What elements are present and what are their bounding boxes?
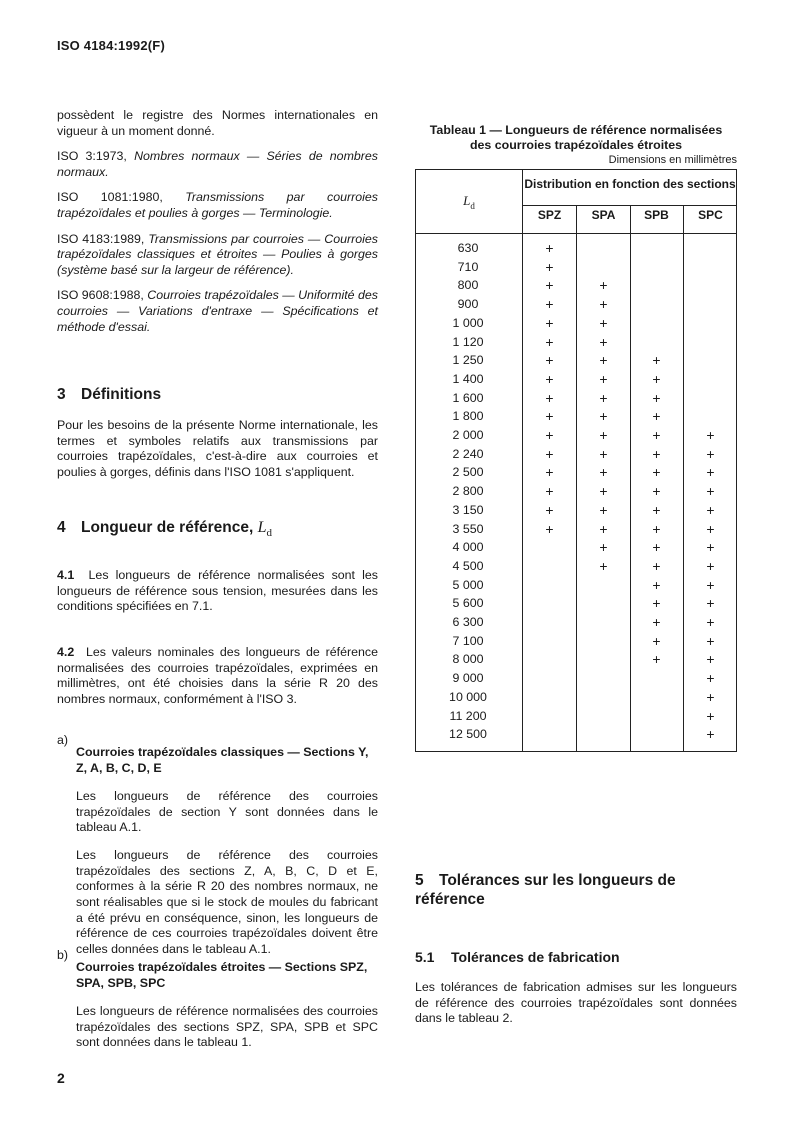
- table-row: [416, 669, 738, 688]
- clause-4-2: [57, 645, 378, 707]
- availability-mark-spc: +: [706, 614, 715, 630]
- reference-iso4183: [57, 232, 378, 279]
- ld-value: 4 000: [452, 540, 484, 555]
- ld-value: 1 250: [452, 353, 484, 368]
- column-header-spa: SPA: [591, 208, 616, 222]
- left-column: [57, 108, 378, 335]
- availability-mark-spb: +: [652, 408, 661, 425]
- availability-mark-spa: +: [599, 314, 608, 331]
- section-5-1-heading: [415, 949, 620, 965]
- ref-code: ISO 1081:1980,: [57, 190, 163, 205]
- availability-mark-spz: +: [545, 352, 554, 369]
- availability-mark-spb: +: [652, 520, 661, 537]
- intro-paragraph: possèdent le registre des Normes internationales en vigueur à un moment donné.: [57, 108, 378, 138]
- ld-value: 3 550: [452, 521, 484, 536]
- table-row: [416, 314, 738, 333]
- section-3-heading: [57, 386, 161, 404]
- ld-value: 2 800: [452, 484, 484, 499]
- availability-mark-spb: +: [652, 595, 661, 612]
- availability-mark-spa: +: [599, 539, 608, 556]
- section-title: Tolérances sur les longueurs de référence: [415, 872, 676, 908]
- section-4-heading: [57, 519, 272, 539]
- availability-mark-spc: +: [706, 445, 715, 462]
- clause-text: Les longueurs de référence normalisées sont les longueurs de référence sous tension, mesurées dans les conditions spécifiées en 7.1.: [57, 568, 378, 614]
- reference-iso9608: [57, 288, 378, 335]
- ref-title: Nombres normaux — Séries de nombres normaux.: [57, 149, 378, 179]
- ld-value: 900: [457, 297, 479, 312]
- caption-line: Tableau 1 — Longueurs de référence normalisées: [429, 123, 723, 137]
- ref-code: ISO 4183:1989,: [57, 231, 145, 246]
- table-1: [415, 169, 737, 752]
- column-header-spb: SPB: [644, 208, 669, 222]
- availability-mark-spz: +: [545, 408, 554, 425]
- ld-value: 630: [457, 241, 479, 255]
- column-header-ld: $L_d$: [463, 193, 475, 212]
- availability-mark-spc: +: [706, 520, 715, 537]
- column-header-spc: SPC: [698, 208, 723, 222]
- availability-mark-spc: +: [706, 632, 715, 649]
- column-group-header: Distribution en fonction des sections: [524, 177, 736, 191]
- ref-title: Courroies trapézoïdales — Uniformité des courroies — Variations d'entraxe — Spécifications et méthode d'essai.: [57, 288, 378, 334]
- availability-mark-spa: +: [599, 333, 608, 350]
- availability-mark-spb: +: [652, 464, 661, 481]
- ld-value: 800: [457, 278, 479, 293]
- availability-mark-spz: +: [545, 296, 554, 313]
- definitions-paragraph: Pour les besoins de la présente Norme internationale, les termes et symboles relatifs aux transmissions par courroies trapézoïdales, c'est-à-dire aux courroies et poulies à gorges, définis dans l'ISO 1081 s'appliquent.: [57, 418, 378, 479]
- ld-value: 8 000: [452, 652, 484, 667]
- table-row: [416, 407, 738, 426]
- availability-mark-spb: +: [652, 389, 661, 406]
- ref-title: Transmissions par courroies trapézoïdales et poulies à gorges — Terminologie.: [57, 190, 378, 220]
- section-number: 5.1: [415, 949, 435, 965]
- section-title: Définitions: [81, 386, 162, 403]
- availability-mark-spa: +: [599, 483, 608, 500]
- availability-mark-spz: +: [545, 258, 554, 275]
- table-caption: [415, 123, 737, 152]
- availability-mark-spc: +: [706, 501, 715, 518]
- ld-value: 1 000: [452, 315, 484, 330]
- table-row: [416, 295, 738, 314]
- ld-value: 1 600: [452, 390, 484, 405]
- ld-value: 9 000: [452, 671, 484, 686]
- availability-mark-spb: +: [652, 632, 661, 649]
- clause-number: 4.1: [57, 568, 75, 582]
- table-row: [416, 258, 738, 277]
- availability-mark-spa: +: [599, 370, 608, 387]
- availability-mark-spz: +: [545, 333, 554, 350]
- column-header-spz: SPZ: [537, 208, 562, 222]
- availability-mark-spz: +: [545, 427, 554, 443]
- section-number: 4: [57, 519, 66, 536]
- ld-value: 10 000: [449, 689, 487, 704]
- table-row: [416, 688, 738, 707]
- list-item-a: [57, 733, 378, 970]
- ld-value: 1 800: [452, 409, 484, 424]
- ref-code: ISO 3:1973,: [57, 149, 127, 164]
- availability-mark-spb: +: [652, 501, 661, 518]
- availability-mark-spb: +: [652, 557, 661, 574]
- availability-mark-spc: +: [706, 464, 715, 481]
- availability-mark-spb: +: [652, 352, 661, 369]
- availability-mark-spa: +: [599, 464, 608, 481]
- ld-value: 1 400: [452, 371, 484, 386]
- availability-mark-spz: +: [545, 314, 554, 331]
- availability-mark-spa: +: [599, 389, 608, 406]
- table-row: [416, 725, 738, 744]
- section-5-heading: [415, 871, 737, 909]
- availability-mark-spb: +: [652, 483, 661, 500]
- section-title: Tolérances de fabrication: [451, 949, 620, 965]
- clause-number: 4.2: [57, 645, 75, 659]
- availability-mark-spa: +: [599, 408, 608, 425]
- ld-value: 12 500: [449, 727, 487, 742]
- section-number: 3: [57, 386, 66, 403]
- list-item-b: [57, 948, 378, 1063]
- clause-text: Les valeurs nominales des longueurs de référence normalisées des courroies trapézoïdales, exprimées en millimètres, ont été choisies dans la série R 20 des nombres normaux, conformément à l'ISO 3.: [57, 645, 378, 706]
- caption-line: des courroies trapézoïdales étroites: [469, 137, 683, 152]
- item-paragraph: Les longueurs de référence des courroies trapézoïdales des sections Z, A, B, C, D et E, conformes à la série R 20 des nombres normaux, ne sont réalisables que si le stock de moules du fabricant a été prévu en conséquence, sinon, les longueurs de référence de ces courroies trapézoïdales doivent être celles données dans le tableau A.1.: [76, 848, 378, 956]
- ld-value: 2 000: [452, 428, 484, 442]
- table-row: [416, 333, 738, 352]
- table-dimensions-note: Dimensions en millimètres: [608, 154, 737, 166]
- availability-mark-spa: +: [599, 501, 608, 518]
- table-row: [416, 707, 738, 726]
- table-row: [416, 445, 738, 464]
- reference-iso1081: [57, 190, 378, 221]
- availability-mark-spc: +: [706, 483, 715, 500]
- availability-mark-spa: +: [599, 277, 608, 294]
- availability-mark-spz: +: [545, 520, 554, 537]
- table-divider: [522, 205, 736, 206]
- ld-value: 11 200: [449, 708, 487, 723]
- ld-value: 7 100: [452, 633, 484, 648]
- availability-mark-spb: +: [652, 576, 661, 593]
- ld-value: 1 120: [452, 334, 484, 349]
- availability-mark-spb: +: [652, 614, 661, 630]
- table-row: [416, 632, 738, 651]
- table-row: [416, 613, 738, 632]
- availability-mark-spb: +: [652, 651, 661, 668]
- table-row: [416, 538, 738, 557]
- availability-mark-spc: +: [706, 651, 715, 668]
- table-row: [416, 501, 738, 520]
- availability-mark-spc: +: [706, 670, 715, 687]
- item-title: Courroies trapézoïdales étroites — Sections SPZ, SPA, SPB, SPC: [76, 960, 368, 990]
- item-paragraph: Les longueurs de référence des courroies trapézoïdales de section Y sont données dans le tableau A.1.: [76, 788, 378, 835]
- table-row: [416, 426, 738, 445]
- page-number: 2: [57, 1070, 65, 1086]
- item-title: Courroies trapézoïdales classiques — Sections Y, Z, A, B, C, D, E: [76, 745, 369, 775]
- table-row: [416, 482, 738, 501]
- ld-value: 5 000: [452, 577, 484, 592]
- section-title: Longueur de référence,: [81, 519, 254, 536]
- item-label: a): [57, 733, 69, 747]
- table-row: [416, 594, 738, 613]
- table-row: [416, 650, 738, 669]
- availability-mark-spa: +: [599, 445, 608, 462]
- availability-mark-spc: +: [706, 688, 715, 705]
- availability-mark-spb: +: [652, 539, 661, 556]
- availability-mark-spz: +: [545, 445, 554, 462]
- availability-mark-spa: +: [599, 296, 608, 313]
- availability-mark-spa: +: [599, 352, 608, 369]
- availability-mark-spz: +: [545, 501, 554, 518]
- availability-mark-spz: +: [545, 389, 554, 406]
- availability-mark-spc: +: [706, 557, 715, 574]
- ld-value: 6 300: [452, 615, 484, 629]
- table-row: [416, 239, 738, 258]
- document-header: ISO 4184:1992(F): [57, 38, 165, 53]
- item-label: b): [57, 948, 69, 962]
- table-divider: [416, 233, 736, 234]
- availability-mark-spc: +: [706, 707, 715, 724]
- section-5-1-text: Les tolérances de fabrication admises sur les longueurs de référence des courroies trapézoïdales sont données dans le tableau 2.: [415, 980, 737, 1026]
- availability-mark-spz: +: [545, 370, 554, 387]
- table-row: [416, 576, 738, 595]
- table-row: [416, 351, 738, 370]
- availability-mark-spa: +: [599, 520, 608, 537]
- section-3-text: [57, 418, 378, 480]
- section-number: 5: [415, 872, 424, 889]
- table-row: [416, 520, 738, 539]
- table-row: [416, 463, 738, 482]
- availability-mark-spc: +: [706, 576, 715, 593]
- ref-code: ISO 9608:1988,: [57, 288, 144, 303]
- table-row: [416, 276, 738, 295]
- ld-value: 2 240: [452, 446, 484, 461]
- availability-mark-spb: +: [652, 445, 661, 462]
- table-row: [416, 389, 738, 408]
- ref-title: Transmissions par courroies — Courroies trapézoïdales classiques et étroites — Poulies à gorges (système basé sur la largeur de référence).: [57, 231, 378, 277]
- table-row: [416, 557, 738, 576]
- availability-mark-spz: +: [545, 464, 554, 481]
- ld-value: 2 500: [452, 465, 484, 480]
- ld-value: 710: [457, 259, 479, 274]
- availability-mark-spa: +: [599, 427, 608, 443]
- availability-mark-spa: +: [599, 557, 608, 574]
- availability-mark-spc: +: [706, 539, 715, 556]
- reference-iso3: [57, 149, 378, 180]
- availability-mark-spz: +: [545, 240, 554, 256]
- ld-value: 5 600: [452, 596, 484, 611]
- availability-mark-spz: +: [545, 483, 554, 500]
- ld-value: 4 500: [452, 558, 484, 573]
- availability-mark-spc: +: [706, 595, 715, 612]
- ld-symbol: $L_d$: [257, 519, 272, 540]
- availability-mark-spz: +: [545, 277, 554, 294]
- availability-mark-spc: +: [706, 726, 715, 743]
- availability-mark-spb: +: [652, 370, 661, 387]
- clause-4-1: [57, 568, 378, 615]
- ld-value: 3 150: [452, 502, 484, 517]
- table-row: [416, 370, 738, 389]
- item-paragraph: Les longueurs de référence normalisées des courroies trapézoïdales des sections SPZ, SPA, SPB et SPC sont données dans le tableau 1.: [76, 1003, 378, 1050]
- availability-mark-spc: +: [706, 427, 715, 443]
- availability-mark-spb: +: [652, 427, 661, 443]
